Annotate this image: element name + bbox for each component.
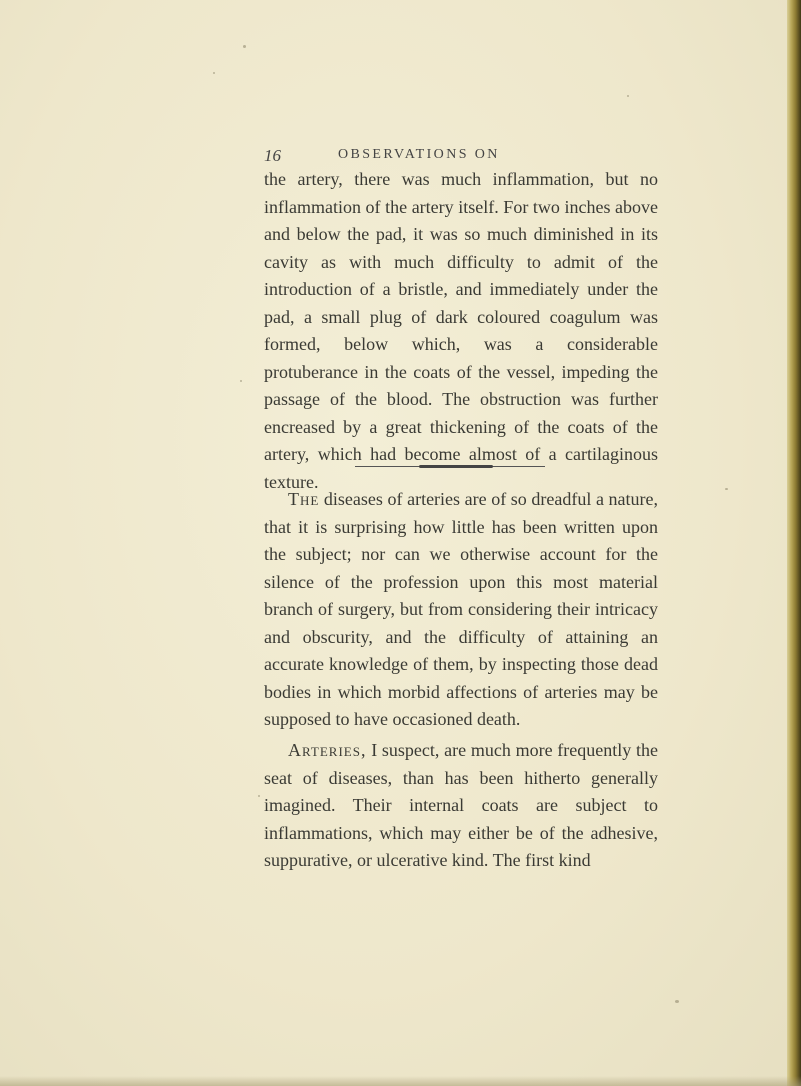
section-divider	[355, 465, 545, 469]
divider-thick-line	[419, 465, 493, 468]
paper-speck	[258, 795, 260, 797]
page-bottom-shadow	[0, 1076, 801, 1086]
running-head	[264, 146, 654, 166]
paragraph-3	[264, 737, 658, 875]
paper-speck	[243, 45, 246, 48]
paragraph-3-body: I suspect, are much more frequently the seat of diseases, than has been hitherto generally imagined. Their internal coats are subject to inflammations, which may either be of the adhesive, suppurative, or ulcerative kind. The first kind	[264, 740, 658, 870]
paper-speck	[725, 488, 728, 490]
paper-speck	[627, 95, 629, 97]
page-edge-shadow	[787, 0, 801, 1086]
paragraph-3-lead: Arteries,	[288, 740, 367, 760]
paper-speck	[213, 72, 215, 74]
paragraph-1: the artery, there was much inflammation, but no inflammation of the artery itself. For two inches above and below the pad, it was so much diminished in its cavity as with much difficulty to admit of the introduction of a bristle, and immediately under the pad, a small plug of dark coloured coagulum was formed, below which, was a considerable protuberance in the coats of the vessel, impeding the passage of the blood. The obstruction was further encreased by a great thickening of the coats of the artery, which had become almost of a cartilaginous texture.	[264, 169, 658, 492]
paragraph-2-lead: The	[288, 489, 320, 509]
paper-speck	[675, 1000, 679, 1003]
page-number: 16	[264, 146, 281, 165]
paper-speck	[240, 380, 242, 382]
paragraph-2-body: diseases of arteries are of so dreadful a nature, that it is surprising how little has been written upon the subject; nor can we otherwise account for the silence of the profession upon this most material branch of surgery, but from considering their intricacy and obscurity, and the difficulty of attaining an accurate knowledge of them, by inspecting those dead bodies in which morbid affections of arteries may be supposed to have occasioned death.	[264, 489, 658, 729]
running-head-title: OBSERVATIONS ON	[338, 147, 500, 162]
paragraph-2	[264, 486, 658, 734]
